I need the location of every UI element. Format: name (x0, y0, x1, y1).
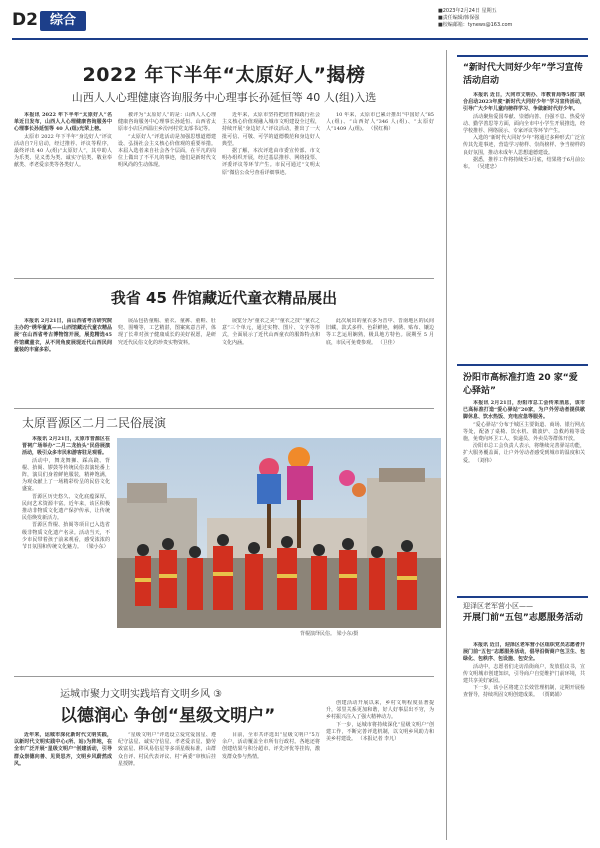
story3-para: 晋源区历史悠久、文化底蕴深厚，民间艺术资源丰富。近年来，该区积极推动非物质文化遗产保护传承，让传统民俗焕发新活力。 (22, 493, 110, 522)
side2-para: “爱心驿站”分布于城区主要街道、商场、银行网点等处，配备了桌椅、饮水机、微波炉、急救药箱等设施，免费向环卫工人、快递员、外卖员等群体开放。 (463, 421, 585, 443)
story3-para: 活动中，舞龙舞狮、踩高跷、背棍、抬阁、锣鼓等传统民俗表演轮番上阵，演员们身着鲜艳服装，精神饱满，为观众献上了一场精彩纷呈的民俗文化盛宴。 (22, 457, 110, 493)
story2-para: 展品包括童帽、童衣、童裤、童鞋、肚兜、围嘴等，工艺精湛，图案寓意吉祥，体现了长辈对孩子健康成长的美好祝愿，是研究近代民俗文化的珍贵实物资料。 (118, 318, 216, 346)
story2-para: 此次展出的童衣多为晋中、晋南地区的民间旧藏，款式多样、色彩鲜艳，刺绣、贴布、镶边等工艺运用娴熟，极具地方特色。展期至 5 月底，市民可免费参观。 （卫佳） (326, 318, 434, 346)
story1-para: 近年来，太原市坚持把培育和践行社会主义核心价值观融入城市文明建设全过程，持续开展“身边好人”评议活动，推出了一大批可信、可敬、可学的道德模范和身边好人典型。 (222, 112, 320, 147)
story4-col-1 (14, 732, 112, 840)
column-divider (446, 50, 447, 840)
divider (14, 278, 434, 279)
story4-para: 创建活动开展以来，乡村文明程度显著提升，邻里关系更加和谐，好人好事层出不穷，为乡村振兴注入了强大精神动力。 (326, 700, 434, 721)
story4-col-4 (326, 700, 434, 840)
story2-col-4 (326, 318, 434, 404)
story2-col-2 (118, 318, 216, 404)
story3-para: 晋源区背棍、抬阁等项目已入选省级非物质文化遗产名录。活动当天，不少市民带着孩子前来观看，感受浓浓的节日氛围和传统文化魅力。 （梁小东） (22, 522, 110, 551)
story1-col-2 (118, 112, 216, 272)
story4-col-3 (222, 732, 320, 840)
side1-body (463, 92, 585, 358)
side3-para: 本报讯 近日，迎泽区老军营小区组织党员志愿者开展门前“五包”志愿服务活动，倡导沿街商户包卫生、包绿化、包秩序、包设施、包安全。 (463, 642, 585, 663)
story2-para: 本报讯 2月21日，由山西省考古研究院主办的“绣华童真——山西馆藏近代童衣精品展”在山西省考古博物馆开展，展览精选45件馆藏童衣，从不同角度展现近代山西民间童装的丰富多彩。 (14, 318, 112, 353)
side2-para: 汾阳市总工会负责人表示，将继续完善驿站功能，扩大服务覆盖面，让户外劳动者感受到城市的温度和关爱。 （刘伟） (463, 443, 585, 464)
story2-para: 展览分为“童衣之美”“童衣之技”“童衣之意”三个单元，通过实物、图片、文字等形式，全面展示了近代山西童衣的服饰特点和文化内涵。 (222, 318, 320, 346)
story2-col-3 (222, 318, 320, 404)
story2-headline: 我省 45 件馆藏近代童衣精品展出 (110, 289, 338, 307)
story3-headline: 太原晋源区二月二民俗展演 (22, 416, 167, 430)
story4-headline: 以德润心 争创“星级文明户” (60, 706, 276, 726)
story1-subheadline: 山西人人心理健康咨询服务中心理事长孙延恒等 40 人(组)入选 (71, 91, 377, 104)
story4-para: “星级文明户”评选设立爱党爱国星、遵纪守法星、诚实守信星、孝老爱亲星、勤劳致富星、移风易俗星等多项星级标准，由群众自评、村民代表评议、村“两委”审核后挂星授牌。 (118, 732, 216, 767)
story1-para: “太原好人”评选活动是加强思想道德建设、弘扬社会主义核心价值观的重要举措。本届入选者来自社会各个层面，在平凡的岗位上做出了不平凡的事迹，他们是新时代文明风尚的生动体现。 (118, 133, 216, 169)
side3-title: 开展门前“五包”志愿服务活动 (463, 613, 583, 623)
story1-para: 本报讯 2022 年下半年“太原好人”名单近日发布，山西人人心理健康咨询服务中心理事长孙延恒等 40 人(组)光荣上榜。 (14, 112, 112, 133)
masthead (12, 8, 588, 38)
side3-para: 下一步，该小区将建立长效管理机制，定期开展检查督导，持续巩固文明创建成果。 （贾鹤娟） (463, 685, 585, 699)
side1-para: 活动聚焦爱国奉献、崇德向善、自强不息、热爱劳动、勤学善思等方面，面向全市中小学生开展推选，经学校推荐、网络展示、专家评议等环节产生。 (463, 113, 585, 135)
story2-col-1 (14, 318, 112, 404)
divider (14, 408, 434, 409)
side-divider (457, 364, 588, 366)
meta-editor: ■责任编辑/韩保强 (438, 15, 480, 21)
festival-photo (117, 438, 441, 628)
side1-para: 本报讯 近日，大同市文明办、市教育局等5部门联合启动2023年度“新时代大同好少年”学习宣传活动，引导广大少年儿童向榜样学习、争做新时代好少年。 (463, 92, 585, 113)
story1-headline: 2022 年下半年“太原好人”揭榜 (82, 64, 366, 86)
page-number: D2 (12, 10, 38, 30)
story1-para: 据了解，本次评选由市委宣传部、市文明办组织开展，经过基层推荐、网络投票、评委评议等环节产生。市民可通过“文明太原”微信公众号查看详细事迹。 (222, 148, 320, 176)
side3-body (463, 642, 585, 840)
story1-col-4 (326, 112, 434, 272)
story4-para: 下一步，运城市将持续深化“星级文明户”创建工作，不断完善评选机制，以文明乡风助力和美乡村建设。 （本报记者 李凡） (326, 721, 434, 743)
story1-para: 10 年来，太原市已累计推出“中国好人”85 人(组)、“山西好人”346 人(组)、“太原好人”1409 人(组)。 （侯红梅） (326, 112, 434, 133)
story1-col-3 (222, 112, 320, 272)
side2-para: 本报讯 2月21日，汾阳市总工会传来消息，该市已高标准打造“爱心驿站”20家，为户外劳动者提供歇脚休息、饮水热饭、充电应急等服务。 (463, 400, 585, 421)
side3-kicker: 迎泽区老军营小区—— (463, 602, 533, 610)
story3-para: 本报讯 2月21日，太原市晋源区在晋祠广场举办“二月二龙抬头”民俗展演活动，吸引众多市民和游客驻足观看。 (22, 436, 110, 457)
story3-col-1 (22, 436, 110, 668)
festival-photo-image (117, 438, 441, 628)
meta-email: ■校编邮箱：tynews@163.com (438, 22, 513, 28)
story1-para: 被评为“太原好人”的是：山西人人心理健康咨询服务中心理事长孙延恒、山西省太原市小店区西温庄乡汾河村党支部书记等。 (118, 112, 216, 133)
side3-para: 活动中，志愿者们走访沿街商户，发放倡议书，宣传文明城市创建知识，引导商户自觉维护门前环境，共建共享美好家园。 (463, 663, 585, 685)
masthead-rule (12, 38, 588, 40)
side2-body (463, 400, 585, 590)
divider (14, 676, 434, 677)
story4-col-2 (118, 732, 216, 840)
side1-para: 据悉，推荐工作将持续至3月底，结果将于6月前公布。 （吴建忠） (463, 156, 585, 171)
side1-title: “新时代大同好少年”学习宣传活动启动 (463, 63, 583, 86)
story1-col-1 (14, 112, 112, 272)
section-badge: 综合 (40, 11, 86, 31)
story4-para: 目前，全市共评选出“星级文明户”5万余户，活动覆盖全市所有行政村。各地还将创建结果与积分超市、评先评优等挂钩，激发群众参与热情。 (222, 732, 320, 760)
story4-kicker: 运城市聚力文明实践培育文明乡风 ③ (60, 689, 223, 700)
meta-date: ■2023年2月24日 星期五 (438, 8, 497, 14)
story1-para: 太原市 2022 年下半年“身边好人”评议活动自7月启动，经过推荐、评议等程序，最终评出 40 人(组)“太原好人”，其中助人为乐类、见义勇为类、诚实守信类、敬业奉献类、孝老爱亲类等各类好人。 (14, 133, 112, 169)
side1-para: 入选的“新时代大同好少年”将通过多种形式广泛宣传其先进事迹，营造学习榜样、崇尚榜样、争当榜样的良好氛围，推动未成年人思想道德建设。 (463, 135, 585, 156)
side2-title: 汾阳市高标准打造 20 家“爱心驿站” (463, 373, 578, 396)
masthead-meta (438, 8, 588, 29)
story4-para: 近年来，运城市深化新时代文明实践，以新时代文明实践中心(所、站)为阵地，在全市广泛开展“星级文明户”创建活动，引导群众崇德向善、见贤思齐，文明乡风蔚然成风。 (14, 732, 112, 767)
photo-caption: 背棍演绎民俗。 梁小东/摄 (300, 631, 359, 637)
side-divider (457, 596, 588, 598)
